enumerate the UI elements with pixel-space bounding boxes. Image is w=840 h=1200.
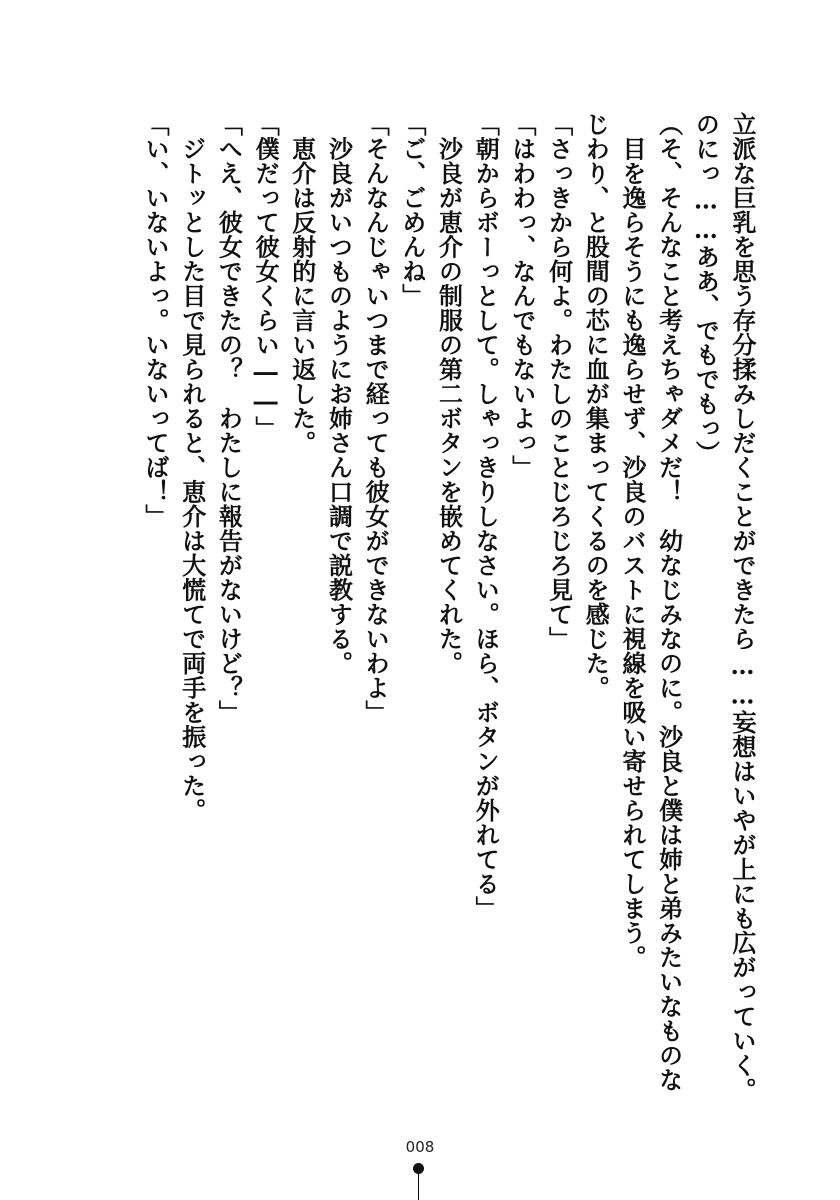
text-line: 「へえ、彼女できたの？ わたしに報告がないけど？」 <box>214 112 244 725</box>
text-line: 「僕だって彼女くらい――」 <box>251 112 281 441</box>
text-line: ジトッとした目で見られると、恵介は大慌てで両手を振った。 <box>177 112 207 823</box>
text-line: 「そんなんじゃいつまで経っても彼女ができないわよ」 <box>361 112 391 725</box>
page-number: 008 <box>405 1138 435 1156</box>
text-line: 「い、いないよっ。いないってば！」 <box>141 112 170 529</box>
page-marker-line <box>418 1173 419 1200</box>
text-line: （そ、そんなこと考えちゃダメだ！ 幼なじみなのに。沙良と僕は姉と弟みたいなものな <box>654 112 684 1092</box>
text-line: 「ご、ごめんね」 <box>397 112 427 308</box>
text-line: 沙良が恵介の制服の第二ボタンを嵌めてくれた。 <box>434 112 464 676</box>
text-line: 「朝からボーっとして。しゃっきりしなさい。ほら、ボタンが外れてる」 <box>471 112 501 921</box>
vertical-text-body <box>78 112 758 1112</box>
text-line: じわり、と股間の芯に血が集まってくるのを感じた。 <box>581 112 611 700</box>
text-line: 「はわわっ、なんでもないよっ」 <box>507 112 537 480</box>
text-line: 目を逸らそうにも逸らせず、沙良のバストに視線を吸い寄せられてしまう。 <box>617 112 647 970</box>
text-line: 恵介は反射的に言い返した。 <box>287 112 317 455</box>
text-line: 沙良がいつものようにお姉さん口調で説教する。 <box>324 112 354 676</box>
text-line: 「さっきから何よ。わたしのことじろじろ見て」 <box>544 112 574 651</box>
text-line: 立派な巨乳を思う存分揉みしだくことができたら……妄想はいやが上にも広がっていく。 <box>728 112 757 1102</box>
text-line: のにっ……ああ、でもでもっ） <box>691 112 721 465</box>
